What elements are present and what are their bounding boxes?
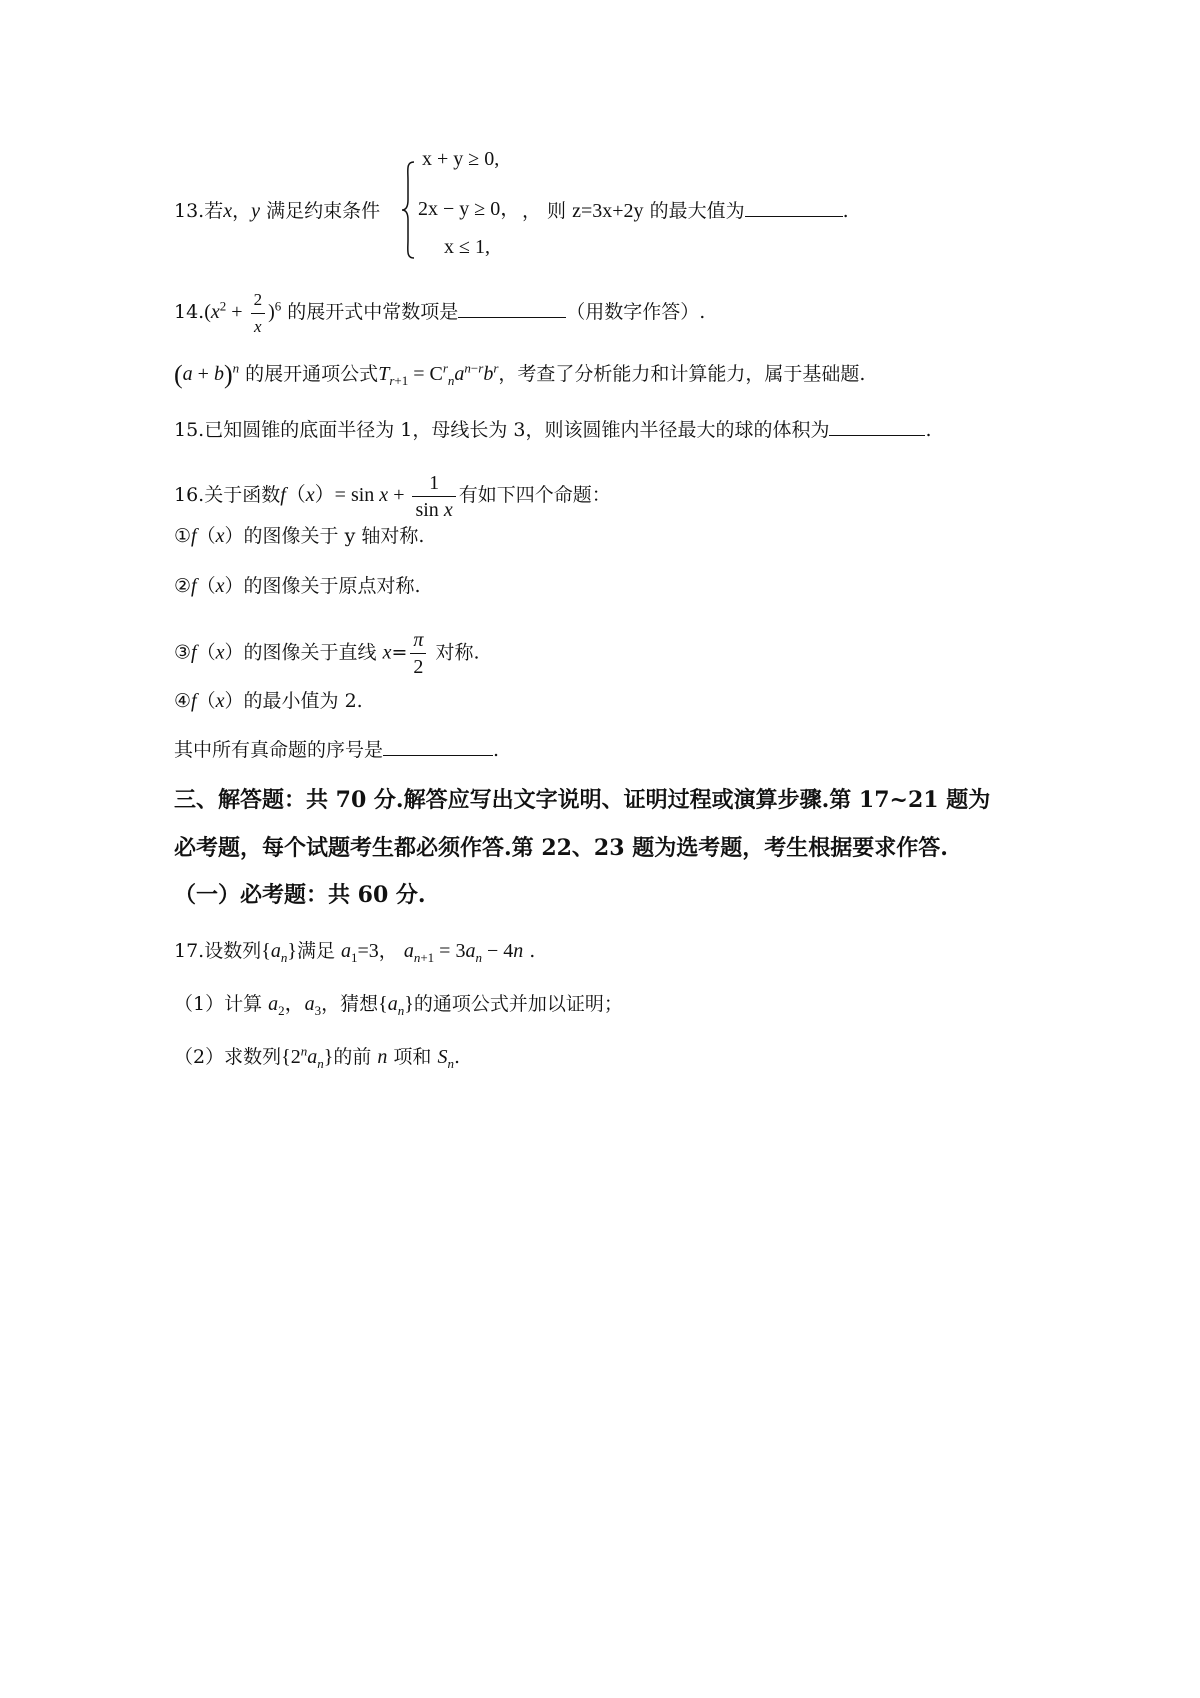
q14-lead: 14.	[174, 301, 205, 324]
q17-part-2: （2）求数列$\{2^na_n\}$的前 n 项和 $S_n$.	[174, 1043, 461, 1071]
q16-proposition-4: ④f（x）的最小值为 2.	[174, 690, 363, 712]
q13-constraint-2: 2x − y ≥ 0，	[418, 198, 521, 220]
q14-note: （用数字作答）.	[566, 301, 706, 324]
q13-constraint-system	[400, 148, 540, 260]
q16-proposition-2: ②f（x）的图像关于原点对称.	[174, 575, 421, 597]
q13-constraint-3: x ≤ 1,	[444, 236, 490, 258]
q15-end: .	[925, 419, 932, 441]
q13-objective-line	[522, 198, 849, 224]
q13-tail: 的最大值为	[649, 200, 745, 222]
left-brace-icon	[400, 160, 416, 260]
q14-hint-tail: ，考查了分析能力和计算能力，属于基础题.	[498, 363, 866, 385]
q16-lead: 16.关于函数	[174, 484, 281, 507]
q14-hint	[174, 361, 865, 388]
q16-proposition-3: ③f（x）的图像关于直线 x= $\frac{\pi}{2}$ 对称.	[174, 629, 480, 678]
q16-answer-blank	[383, 737, 493, 756]
question-15	[174, 417, 932, 443]
q13-condition-text: 满足约束条件	[266, 200, 381, 222]
question-13: 13.若x，y 满足约束条件	[174, 200, 381, 222]
q13-constraint-1: x + y ≥ 0,	[422, 148, 500, 170]
question-16	[174, 470, 611, 523]
section-3-subheading: （一）必考题：共 60 分.	[174, 882, 426, 908]
q13-answer-blank	[745, 198, 843, 217]
q17-recurrence: $a_{n+1} = 3a_n - 4n$	[403, 940, 524, 965]
q13-objective: z=3x+2y	[572, 200, 644, 222]
q13-after: ， 则	[522, 200, 567, 222]
binomial-expression: $(a + b)^n$	[174, 360, 240, 389]
q16-tail: 有如下四个命题：	[458, 484, 611, 507]
q14-answer-blank	[458, 299, 566, 318]
q17-part-1: （1）计算 $a_2$，$a_3$，猜想$\{a_n\}$的通项公式并加以证明；	[174, 993, 623, 1018]
question-17: 17.设数列$\{a_n\}$满足 $a_1=3$， $a_{n+1} = 3a_n - 4n$ .	[174, 940, 536, 965]
q13-lead: 13.若	[174, 200, 224, 222]
q16-function: f（x）= sin x + $\frac{1}{\text{sin x}}$	[280, 484, 458, 506]
q13-end: .	[842, 200, 849, 222]
section-3-heading-line-1: 三、解答题：共 70 分.解答应写出文字说明、证明过程或演算步骤.第 17~21 题为	[174, 787, 991, 813]
q16-proposition-1: ①f（x）的图像关于 y 轴对称.	[174, 525, 425, 547]
q14-hint-mid: 的展开通项公式	[245, 363, 379, 385]
q15-answer-blank	[829, 417, 925, 436]
q14-expression: ($x^2$ + $\frac{2}{x}$ )$^6$	[204, 301, 281, 323]
q15-text: 15.已知圆锥的底面半径为 1，母线长为 3，则该圆锥内半径最大的球的体积为	[174, 419, 830, 441]
q14-tail: 的展开式中常数项是	[287, 301, 459, 324]
question-14	[174, 287, 705, 340]
binomial-term-formula: $T_{r+1} = C^r_na^{n-r}b^r$	[378, 360, 499, 388]
q16-summary: 其中所有真命题的序号是 .	[174, 739, 500, 761]
section-3-heading-line-2: 必考题，每个试题考生都必须作答.第 22、23 题为选考题，考生根据要求作答.	[174, 835, 948, 861]
